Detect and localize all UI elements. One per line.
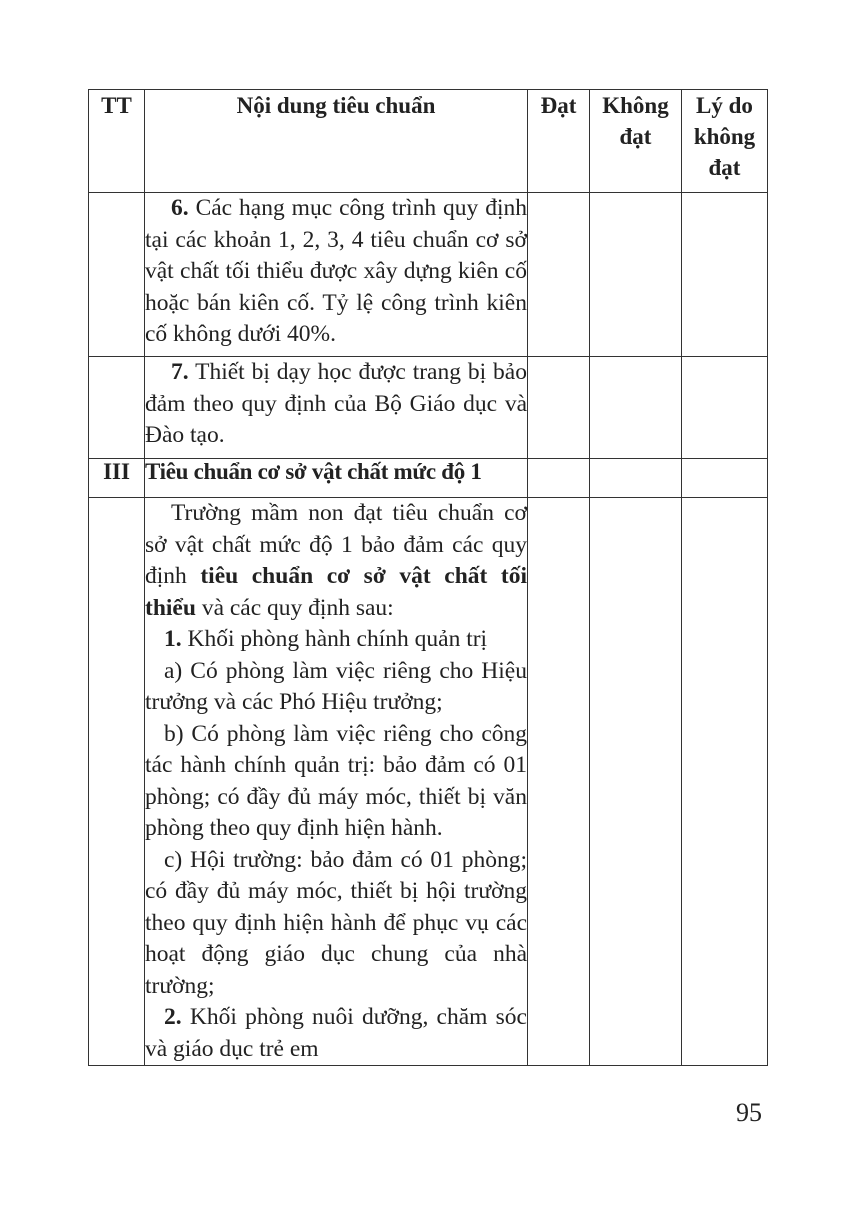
- level-1-item-c: c) Hội trường: bảo đảm có 01 phòng; có đầy đủ máy móc, thiết bị hội trường theo quy định hiện hành để phục vụ các hoạt động giáo dục chung của nhà trường;: [145, 846, 527, 999]
- level-1-item-b: b) Có phòng làm việc riêng cho công tác hành chính quản trị: bảo đảm có 01 phòng; có đầy đủ máy móc, thiết bị văn phòng theo quy định hiện hành.: [145, 720, 527, 841]
- cell-pass[interactable]: [528, 498, 590, 1066]
- item-7-text: [145, 357, 527, 452]
- section-3-title: Tiêu chuẩn cơ sở vật chất mức độ 1: [145, 459, 528, 498]
- cell-pass: [528, 459, 590, 498]
- table-row-item-7: [89, 357, 768, 459]
- cell-pass[interactable]: [528, 193, 590, 357]
- cell-reason[interactable]: [682, 357, 768, 459]
- header-tt: TT: [89, 90, 145, 193]
- cell-fail[interactable]: [590, 193, 682, 357]
- point-2-number: 2.: [164, 1004, 182, 1030]
- header-reason: [682, 90, 768, 193]
- item-7-body: Thiết bị dạy học được trang bị bảo đảm theo quy định của Bộ Giáo dục và Đào tạo.: [145, 359, 527, 448]
- table-row-level-1: [89, 498, 768, 1066]
- header-content: Nội dung tiêu chuẩn: [145, 90, 528, 193]
- table-header-row: [89, 90, 768, 193]
- cell-content: [145, 357, 528, 459]
- cell-fail[interactable]: [590, 357, 682, 459]
- header-fail: [590, 90, 682, 193]
- item-6-body: Các hạng mục công trình quy định tại các khoản 1, 2, 3, 4 tiêu chuẩn cơ sở vật chất tối thiểu được xây dựng kiên cố hoặc bán kiên cố. Tỷ lệ công trình kiên cố không dưới 40%.: [145, 195, 527, 347]
- cell-reason: [682, 459, 768, 498]
- table-row-item-6: [89, 193, 768, 357]
- cell-tt: [89, 498, 145, 1066]
- item-7-number: 7.: [171, 359, 189, 385]
- level-1-point-1: [145, 624, 527, 656]
- cell-pass[interactable]: [528, 357, 590, 459]
- cell-fail: [590, 459, 682, 498]
- cell-fail[interactable]: [590, 498, 682, 1066]
- table-row-section-3: [89, 459, 768, 498]
- cell-tt: [89, 357, 145, 459]
- header-fail-label: Không đạt: [602, 93, 669, 149]
- level-1-intro-bold: tiêu chuẩn cơ sở vật chất tối thiểu: [145, 563, 528, 621]
- level-1-item-a: a) Có phòng làm việc riêng cho Hiệu trưởng và các Phó Hiệu trưởng;: [145, 657, 527, 715]
- cell-reason[interactable]: [682, 498, 768, 1066]
- level-1-intro-start: Trường mầm non đạt tiêu chuẩn cơ sở vật chất mức độ 1 bảo đảm các quy định: [145, 500, 527, 589]
- item-6-text: [145, 193, 527, 351]
- header-pass: Đạt: [528, 90, 590, 193]
- point-2-text: Khối phòng nuôi dưỡng, chăm sóc và giáo dục trẻ em: [145, 1004, 527, 1062]
- section-3-numeral: III: [89, 459, 145, 498]
- point-1-number: 1.: [164, 626, 182, 652]
- page-number: 95: [736, 1098, 762, 1127]
- level-1-point-2: [145, 1002, 527, 1065]
- level-1-intro: [145, 498, 527, 624]
- cell-content: [145, 193, 528, 357]
- item-6-number: 6.: [171, 195, 189, 221]
- point-1-text: Khối phòng hành chính quản trị: [181, 626, 488, 652]
- level-1-intro-end: và các quy định sau:: [195, 594, 394, 621]
- cell-reason[interactable]: [682, 193, 768, 357]
- standards-table: [88, 89, 768, 1066]
- header-reason-label: Lý do không đạt: [693, 93, 756, 180]
- cell-tt: [89, 193, 145, 357]
- cell-content: [145, 498, 528, 1066]
